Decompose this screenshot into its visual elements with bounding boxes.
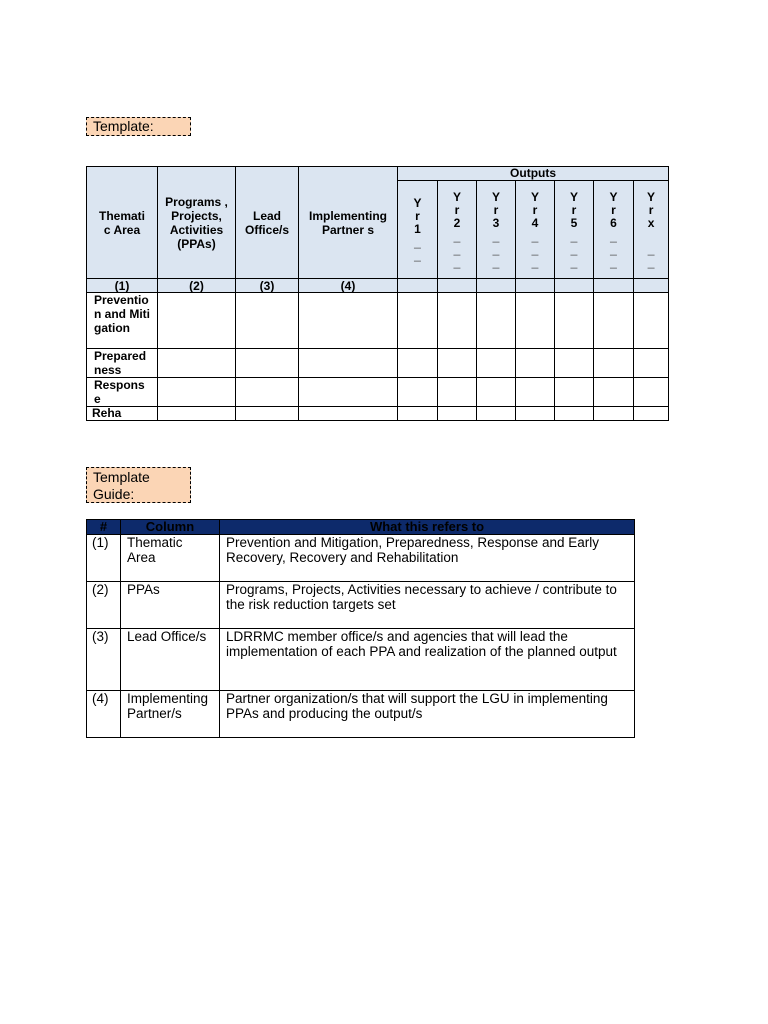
thematic-area-cell (87, 407, 158, 421)
thematic-area-cell (87, 349, 158, 378)
header-thematic-area-text: Thematic Area (98, 208, 145, 237)
header-year-2 (438, 181, 477, 279)
input-cell[interactable] (555, 349, 594, 378)
header-year-4 (516, 181, 555, 279)
guide-refers: Prevention and Mitigation, Preparedness, Response and Early Recovery, Recovery and Rehabilitation (220, 535, 635, 582)
year-4-dash: _ (531, 228, 539, 243)
input-cell[interactable] (516, 349, 555, 378)
year-2-dash-2: _ (453, 241, 461, 256)
input-cell[interactable] (477, 349, 516, 378)
header-year-5 (555, 181, 594, 279)
year-2-dash-3: _ (453, 254, 461, 269)
thematic-area-text: Preparedness (94, 349, 147, 377)
guide-row (87, 629, 635, 691)
thematic-area-text: Prevention and Mitigation (94, 293, 150, 335)
year-6-dash: _ (610, 228, 617, 243)
header-year-6 (594, 181, 634, 279)
header-lead-office-text: Lead Office/s (244, 208, 289, 237)
input-cell[interactable] (477, 293, 516, 349)
guide-column: PPAs (121, 582, 220, 629)
header-outputs: Outputs (398, 167, 669, 181)
input-cell[interactable] (516, 407, 555, 421)
column-number-3: (3) (236, 279, 299, 293)
template-table (86, 166, 669, 421)
input-cell[interactable] (158, 378, 236, 407)
input-cell[interactable] (158, 293, 236, 349)
header-year-x (634, 181, 669, 279)
input-cell[interactable] (634, 349, 669, 378)
year-1-dash-2: _ (414, 248, 421, 262)
input-cell[interactable] (477, 378, 516, 407)
thematic-area-cell (87, 378, 158, 407)
input-cell[interactable] (236, 293, 299, 349)
input-cell[interactable] (438, 378, 477, 407)
column-number-4: (4) (299, 279, 398, 293)
number-cell-empty (634, 279, 669, 293)
input-cell[interactable] (299, 293, 398, 349)
input-cell[interactable] (398, 378, 438, 407)
column-number-2: (2) (158, 279, 236, 293)
year-6-label: Yr6 (609, 189, 618, 230)
guide-refers: Programs, Projects, Activities necessary to achieve / contribute to the risk reduction targets set (220, 582, 635, 629)
template-guide-table (86, 519, 635, 738)
guide-header-column: Column (121, 520, 220, 535)
input-cell[interactable] (438, 293, 477, 349)
year-1-dash: _ (414, 235, 421, 249)
number-cell-empty (555, 279, 594, 293)
guide-header-num: # (87, 520, 121, 535)
year-3-dash: _ (492, 228, 500, 243)
guide-num: (2) (87, 582, 121, 629)
thematic-area-text: Response (94, 378, 145, 406)
header-implementing-partner-text: Implementing Partner s (309, 208, 388, 237)
year-5-dash: _ (570, 228, 578, 243)
header-year-3 (477, 181, 516, 279)
number-cell-empty (594, 279, 634, 293)
guide-row (87, 535, 635, 582)
input-cell[interactable] (236, 378, 299, 407)
guide-num: (1) (87, 535, 121, 582)
guide-num: (4) (87, 691, 121, 738)
input-cell[interactable] (398, 349, 438, 378)
input-cell[interactable] (236, 407, 299, 421)
input-cell[interactable] (594, 378, 634, 407)
year-1-label: Yr1 (413, 196, 422, 236)
template-guide-label: Template Guide: (86, 467, 191, 503)
input-cell[interactable] (516, 293, 555, 349)
header-ppas (158, 167, 236, 279)
input-cell[interactable] (438, 407, 477, 421)
year-6-dash-2: _ (610, 241, 617, 256)
input-cell[interactable] (594, 407, 634, 421)
year-4-dash-2: _ (531, 241, 539, 256)
input-cell[interactable] (299, 349, 398, 378)
guide-header-refers: What this refers to (220, 520, 635, 535)
header-implementing-partner (299, 167, 398, 279)
input-cell[interactable] (516, 378, 555, 407)
input-cell[interactable] (299, 378, 398, 407)
thematic-area-cell (87, 293, 158, 349)
year-5-label: Yr5 (569, 189, 578, 230)
input-cell[interactable] (158, 407, 236, 421)
input-cell[interactable] (477, 407, 516, 421)
year-3-label: Yr3 (491, 189, 500, 230)
year-5-dash-2: _ (570, 241, 578, 256)
header-ppas-text: Programs , Projects, Activities (PPAs) (165, 194, 228, 251)
input-cell[interactable] (158, 349, 236, 378)
input-cell[interactable] (299, 407, 398, 421)
year-4-label: Yr4 (530, 189, 539, 230)
number-cell-empty (398, 279, 438, 293)
number-cell-empty (477, 279, 516, 293)
input-cell[interactable] (236, 349, 299, 378)
input-cell[interactable] (594, 349, 634, 378)
guide-refers: LDRRMC member office/s and agencies that will lead the implementation of each PPA and realization of the planned output (220, 629, 635, 691)
guide-refers: Partner organization/s that will support the LGU in implementing PPAs and producing the output/s (220, 691, 635, 738)
guide-column: Thematic Area (121, 535, 220, 582)
guide-column: Lead Office/s (121, 629, 220, 691)
year-2-dash: _ (453, 228, 461, 243)
year-x-dash-2: _ (647, 254, 655, 269)
header-year-1 (398, 181, 438, 279)
input-cell[interactable] (438, 349, 477, 378)
input-cell[interactable] (634, 378, 669, 407)
year-x-dash: _ (647, 241, 655, 256)
template-label: Template: (86, 117, 191, 136)
year-6-dash-3: _ (610, 254, 617, 269)
year-5-dash-3: _ (570, 254, 578, 269)
guide-row (87, 582, 635, 629)
year-3-dash-3: _ (492, 254, 500, 269)
year-4-dash-3: _ (531, 254, 539, 269)
guide-row (87, 691, 635, 738)
number-cell-empty (438, 279, 477, 293)
column-number-1: (1) (87, 279, 158, 293)
input-cell[interactable] (555, 293, 594, 349)
input-cell[interactable] (594, 293, 634, 349)
number-cell-empty (516, 279, 555, 293)
input-cell[interactable] (634, 407, 669, 421)
input-cell[interactable] (555, 407, 594, 421)
header-lead-office (236, 167, 299, 279)
guide-column: Implementing Partner/s (121, 691, 220, 738)
guide-num: (3) (87, 629, 121, 691)
year-3-dash-2: _ (492, 241, 500, 256)
input-cell[interactable] (398, 293, 438, 349)
input-cell[interactable] (555, 378, 594, 407)
header-thematic-area (87, 167, 158, 279)
input-cell[interactable] (398, 407, 438, 421)
input-cell[interactable] (634, 293, 669, 349)
year-x-label: Yrx (647, 189, 656, 230)
thematic-area-text: Reha (92, 406, 122, 420)
year-2-label: Yr2 (452, 189, 461, 230)
